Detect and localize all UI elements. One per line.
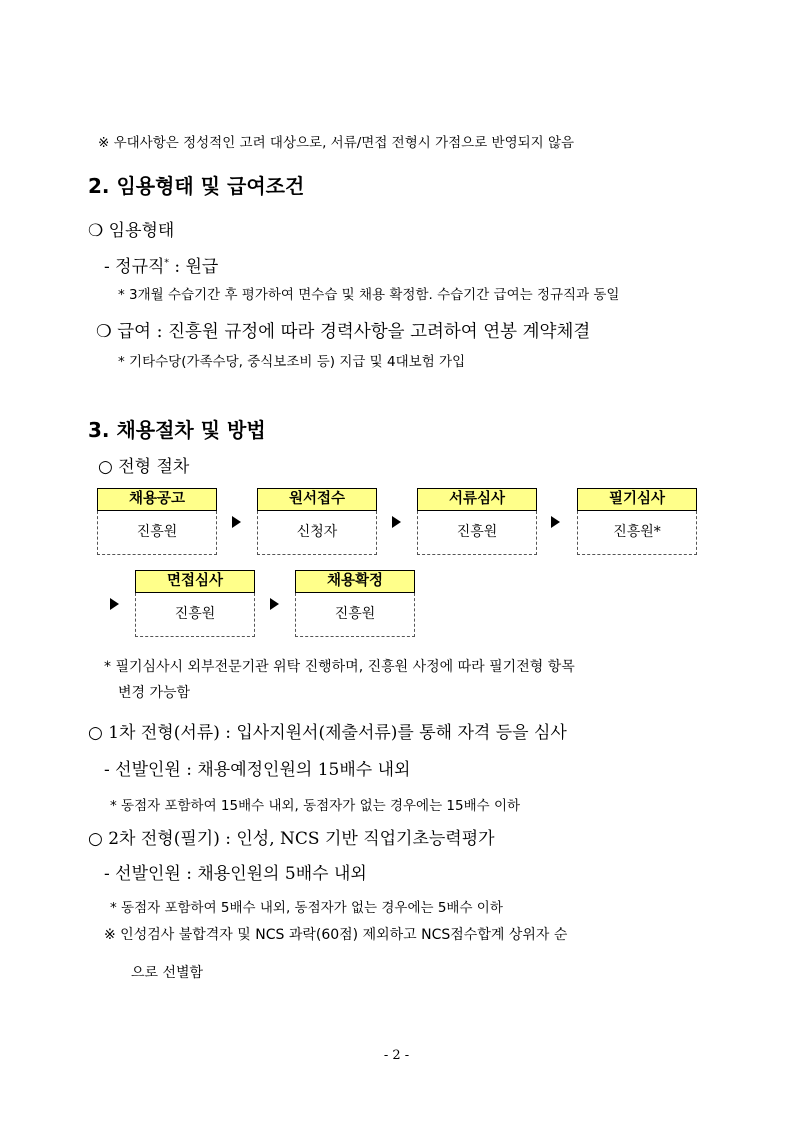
- second-stage-note2: ※ 인성검사 불합격자 및 NCS 과락(60점) 제외하고 NCS점수합계 상위자 순: [104, 927, 568, 943]
- preference-note: ※ 우대사항은 정성적인 고려 대상으로, 서류/면접 전형시 가점으로 반영되지 않음: [98, 135, 575, 151]
- page-number: - 2 -: [383, 1048, 410, 1063]
- written-exam-note-cont: 변경 가능함: [118, 685, 191, 701]
- employment-type-sub-label: - 정규직: [104, 257, 165, 277]
- section2-title: 2. 임용형태 및 급여조건: [88, 174, 305, 198]
- salary-item: ❍ 급여 : 진흥원 규정에 따라 경력사항을 고려하여 연봉 계약체결: [96, 322, 591, 342]
- step-box: [577, 488, 697, 555]
- step-box: [97, 488, 217, 555]
- arrow-right-icon: [232, 516, 241, 528]
- step-body: 진흥원: [97, 511, 217, 555]
- first-stage-item: ○ 1차 전형(서류) : 입사지원서(제출서류)를 통해 자격 등을 심사: [88, 723, 567, 743]
- second-stage-item: ○ 2차 전형(필기) : 인성, NCS 기반 직업기초능력평가: [88, 829, 495, 849]
- step-body: 신청자: [257, 511, 377, 555]
- arrow-right-icon: [270, 598, 279, 610]
- step-title: 면접심사: [135, 570, 255, 593]
- arrow-right-icon: [392, 516, 401, 528]
- step-body: 진흥원: [135, 593, 255, 637]
- footnote-marker: *: [164, 258, 169, 269]
- step-title: 원서접수: [257, 488, 377, 511]
- second-stage-note: * 동점자 포함하여 5배수 내외, 동점자가 없는 경우에는 5배수 이하: [110, 900, 503, 916]
- employment-type-sub-value: : 원급: [168, 257, 219, 277]
- first-stage-sub: - 선발인원 : 채용예정인원의 15배수 내외: [104, 760, 411, 780]
- step-title: 필기심사: [577, 488, 697, 511]
- second-stage-note2-cont: 으로 선별함: [131, 965, 204, 981]
- step-title: 서류심사: [417, 488, 537, 511]
- probation-note: * 3개월 수습기간 후 평가하여 면수습 및 채용 확정함. 수습기간 급여는 정규직과 동일: [118, 287, 620, 303]
- step-body: 진흥원: [295, 593, 415, 637]
- allowance-note: * 기타수당(가족수당, 중식보조비 등) 지급 및 4대보험 가입: [118, 354, 466, 370]
- step-box: [135, 570, 255, 637]
- employment-type-item: ❍ 임용형태: [88, 221, 175, 241]
- second-stage-sub: - 선발인원 : 채용인원의 5배수 내외: [104, 864, 367, 884]
- employment-type-sub: [104, 252, 218, 277]
- step-body: 진흥원: [417, 511, 537, 555]
- process-label: ○ 전형 절차: [98, 457, 190, 477]
- arrow-right-icon: [110, 598, 119, 610]
- first-stage-note: * 동점자 포함하여 15배수 내외, 동점자가 없는 경우에는 15배수 이하: [110, 798, 521, 814]
- step-body: 진흥원*: [577, 511, 697, 555]
- step-box: [257, 488, 377, 555]
- step-box: [417, 488, 537, 555]
- arrow-right-icon: [551, 516, 560, 528]
- written-exam-note: * 필기심사시 외부전문기관 위탁 진행하며, 진흥원 사정에 따라 필기전형 항목: [104, 659, 575, 675]
- step-box: [295, 570, 415, 637]
- section3-title: 3. 채용절차 및 방법: [88, 418, 266, 442]
- step-title: 채용확정: [295, 570, 415, 593]
- step-title: 채용공고: [97, 488, 217, 511]
